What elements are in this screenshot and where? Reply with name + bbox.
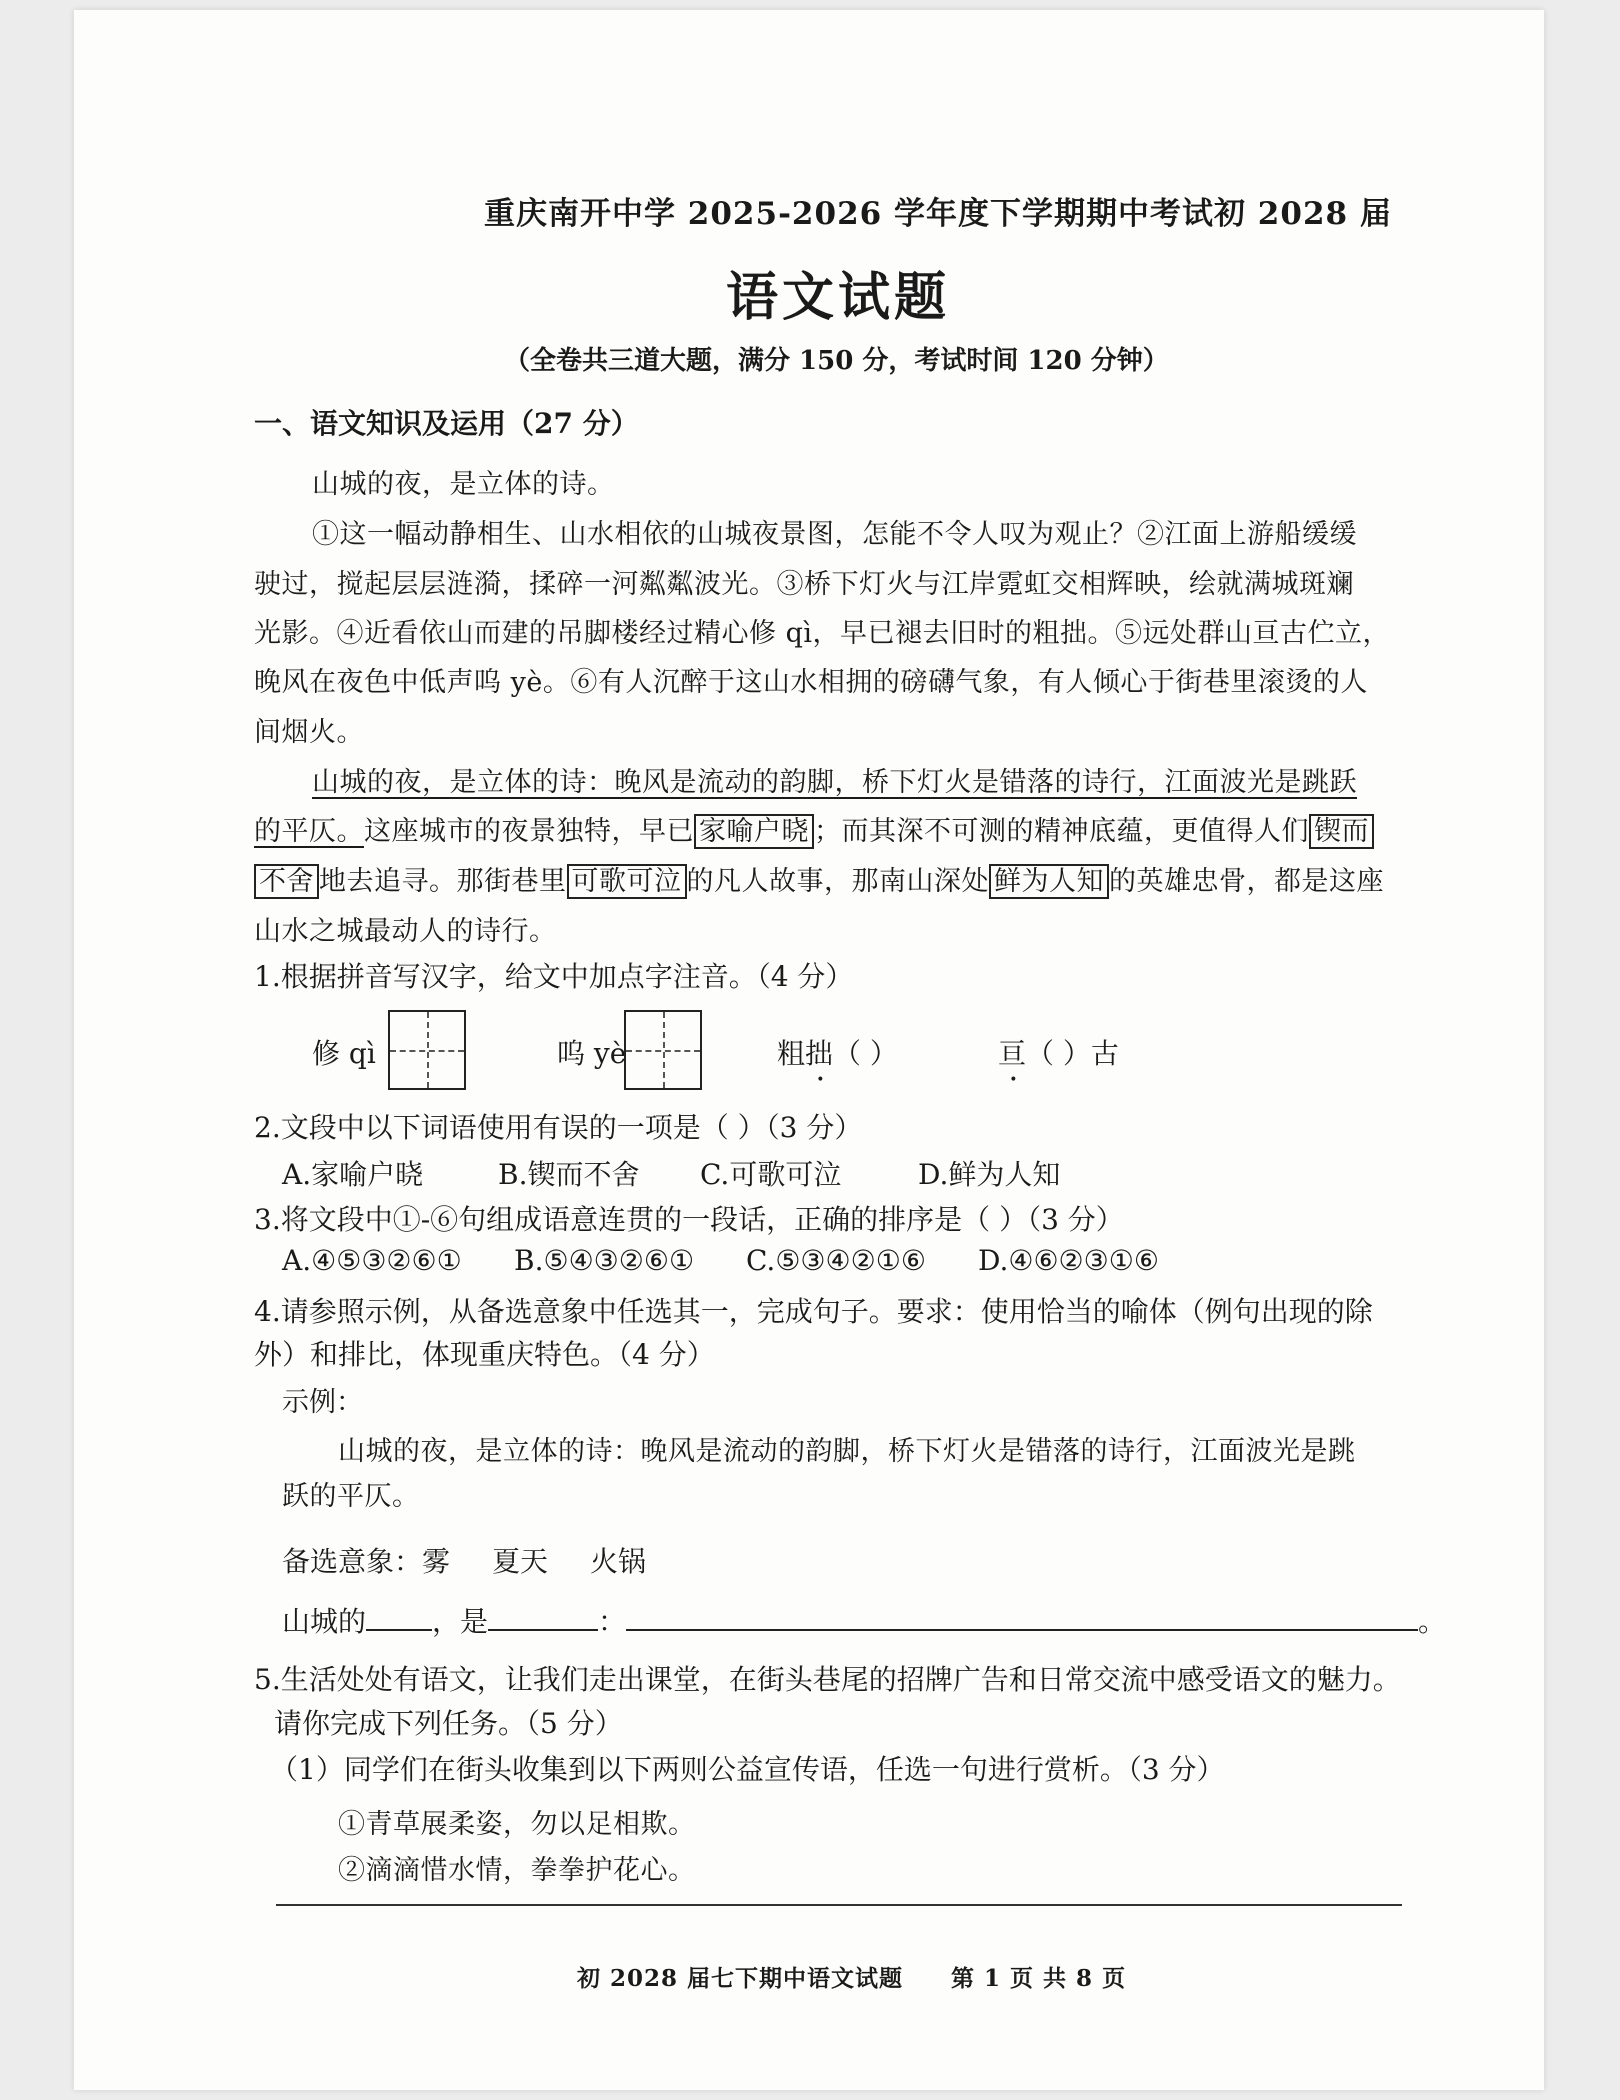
image-option: 夏天 — [492, 1545, 549, 1578]
underlined-sentence-end: 的平仄。 — [254, 816, 364, 847]
question-1: 1.根据拼音写汉字，给文中加点字注音。（4 分） — [254, 960, 854, 993]
q2-option: D.鲜为人知 — [918, 1158, 1061, 1191]
dotted-char: 拙 — [805, 1037, 834, 1070]
boxed-word: 锲而 — [1309, 814, 1374, 849]
passage-line: 驶过，搅起层层涟漪，揉碎一河粼粼波光。③桥下灯火与江岸霓虹交相辉映，绘就满城斑斓 — [254, 569, 1354, 600]
fill-text: ： — [598, 1605, 627, 1638]
footer-divider — [276, 1904, 1402, 1906]
passage-line — [254, 809, 1374, 848]
passage-line — [254, 859, 1384, 898]
q3-option: A.④⑤③②⑥① — [282, 1244, 462, 1277]
q1-item-label: 修 qì — [312, 1037, 376, 1070]
slogan: ①青草展柔姿，勿以足相欺。 — [338, 1809, 696, 1840]
example-label: 示例： — [282, 1387, 363, 1418]
passage-text: 这座城市的夜景独特，早已 — [364, 816, 694, 847]
dotted-char: 亘 — [998, 1037, 1027, 1070]
q3-option: C.⑤③④②①⑥ — [746, 1244, 926, 1277]
q1-text: 粗 — [777, 1037, 806, 1070]
q1-answer-paren[interactable]: （ ）古 — [1026, 1037, 1119, 1070]
q1-item-3 — [777, 1032, 898, 1072]
q1-item-label: 呜 yè — [557, 1037, 627, 1070]
fill-blank[interactable] — [488, 1605, 598, 1631]
passage-lead: 山城的夜，是立体的诗。 — [312, 469, 615, 500]
question-4: 4.请参照示例，从备选意象中任选其一，完成句子。要求：使用恰当的喻体（例句出现的除 — [254, 1295, 1373, 1328]
fill-blank[interactable] — [366, 1605, 432, 1631]
boxed-word: 不舍 — [254, 864, 319, 899]
fill-text: ，是 — [432, 1605, 489, 1638]
boxed-word: 家喻户晓 — [694, 814, 814, 849]
exam-title: 语文试题 — [726, 267, 951, 328]
boxed-word: 可歌可泣 — [567, 864, 687, 899]
question-2: 2.文段中以下词语使用有误的一项是（ ）（3 分） — [254, 1111, 863, 1144]
q2-option: C.可歌可泣 — [700, 1158, 842, 1191]
q1-item-4 — [998, 1032, 1119, 1072]
q2-option: B.锲而不舍 — [498, 1158, 640, 1191]
passage-line: 光影。④近看依山而建的吊脚楼经过精心修 qì，早已褪去旧时的粗拙。⑤远处群山亘古伫立， — [254, 618, 1390, 649]
example-text: 跃的平仄。 — [282, 1481, 420, 1512]
fill-blank[interactable] — [626, 1605, 1418, 1631]
question-4-cont: 外）和排比，体现重庆特色。（4 分） — [254, 1338, 715, 1371]
passage-text: 的凡人故事，那南山深处 — [686, 866, 989, 897]
q3-option: D.④⑥②③①⑥ — [978, 1244, 1159, 1277]
boxed-word: 鲜为人知 — [989, 864, 1109, 899]
question-5: 5.生活处处有语文，让我们走出课堂，在街头巷尾的招牌广告和日常交流中感受语文的魅力。 — [254, 1663, 1401, 1696]
passage-text: 的英雄忠骨，都是这座 — [1109, 866, 1384, 897]
q3-option: B.⑤④③②⑥① — [514, 1244, 695, 1277]
fill-text: 山城的 — [282, 1605, 367, 1638]
q1-answer-paren[interactable]: （ ） — [833, 1037, 898, 1070]
example-text: 山城的夜，是立体的诗：晚风是流动的韵脚，桥下灯火是错落的诗行，江面波光是跳 — [338, 1436, 1356, 1467]
school-title: 重庆南开中学 2025-2026 学年度下学期期中考试初 2028 届 — [484, 196, 1392, 232]
passage-text: 地去追寻。那街巷里 — [319, 866, 567, 897]
question-3: 3.将文段中①-⑥句组成语意连贯的一段话，正确的排序是（ ）（3 分） — [254, 1203, 1124, 1236]
answer-grid-box[interactable] — [624, 1010, 702, 1090]
passage-line: ①这一幅动静相生、山水相依的山城夜景图，怎能不令人叹为观止？②江面上游船缓缓 — [312, 519, 1357, 550]
passage-line: 山水之城最动人的诗行。 — [254, 916, 557, 947]
page-footer: 初 2028 届七下期中语文试题 第 1 页 共 8 页 — [577, 1965, 1127, 1992]
slogan: ②滴滴惜水情，拳拳护花心。 — [338, 1855, 696, 1886]
exam-subtitle: （全卷共三道大题，满分 150 分，考试时间 120 分钟） — [504, 346, 1169, 376]
question-5-cont: 请你完成下列任务。（5 分） — [274, 1707, 623, 1740]
q2-option: A.家喻户晓 — [282, 1158, 424, 1191]
image-option: 火锅 — [590, 1545, 647, 1578]
passage-text: ；而其深不可测的精神底蕴，更值得人们 — [814, 816, 1309, 847]
image-option: 雾 — [422, 1545, 451, 1578]
passage-line: 间烟火。 — [254, 717, 364, 748]
underlined-sentence: 山城的夜，是立体的诗：晚风是流动的韵脚，桥下灯火是错落的诗行，江面波光是跳跃 — [312, 767, 1357, 798]
fill-in-sentence — [282, 1600, 1446, 1640]
passage-line: 晚风在夜色中低声呜 yè。⑥有人沉醉于这山水相拥的磅礴气象，有人倾心于街巷里滚烫的人 — [254, 667, 1368, 698]
options-row — [282, 1540, 646, 1580]
section-heading: 一、语文知识及运用（27 分） — [254, 407, 639, 440]
question-5-sub1: （1）同学们在街头收集到以下两则公益宣传语，任选一句进行赏析。（3 分） — [270, 1753, 1225, 1786]
options-label: 备选意象： — [282, 1545, 423, 1578]
exam-page — [74, 10, 1544, 2090]
fill-text: 。 — [1418, 1605, 1447, 1638]
answer-grid-box[interactable] — [388, 1010, 466, 1090]
